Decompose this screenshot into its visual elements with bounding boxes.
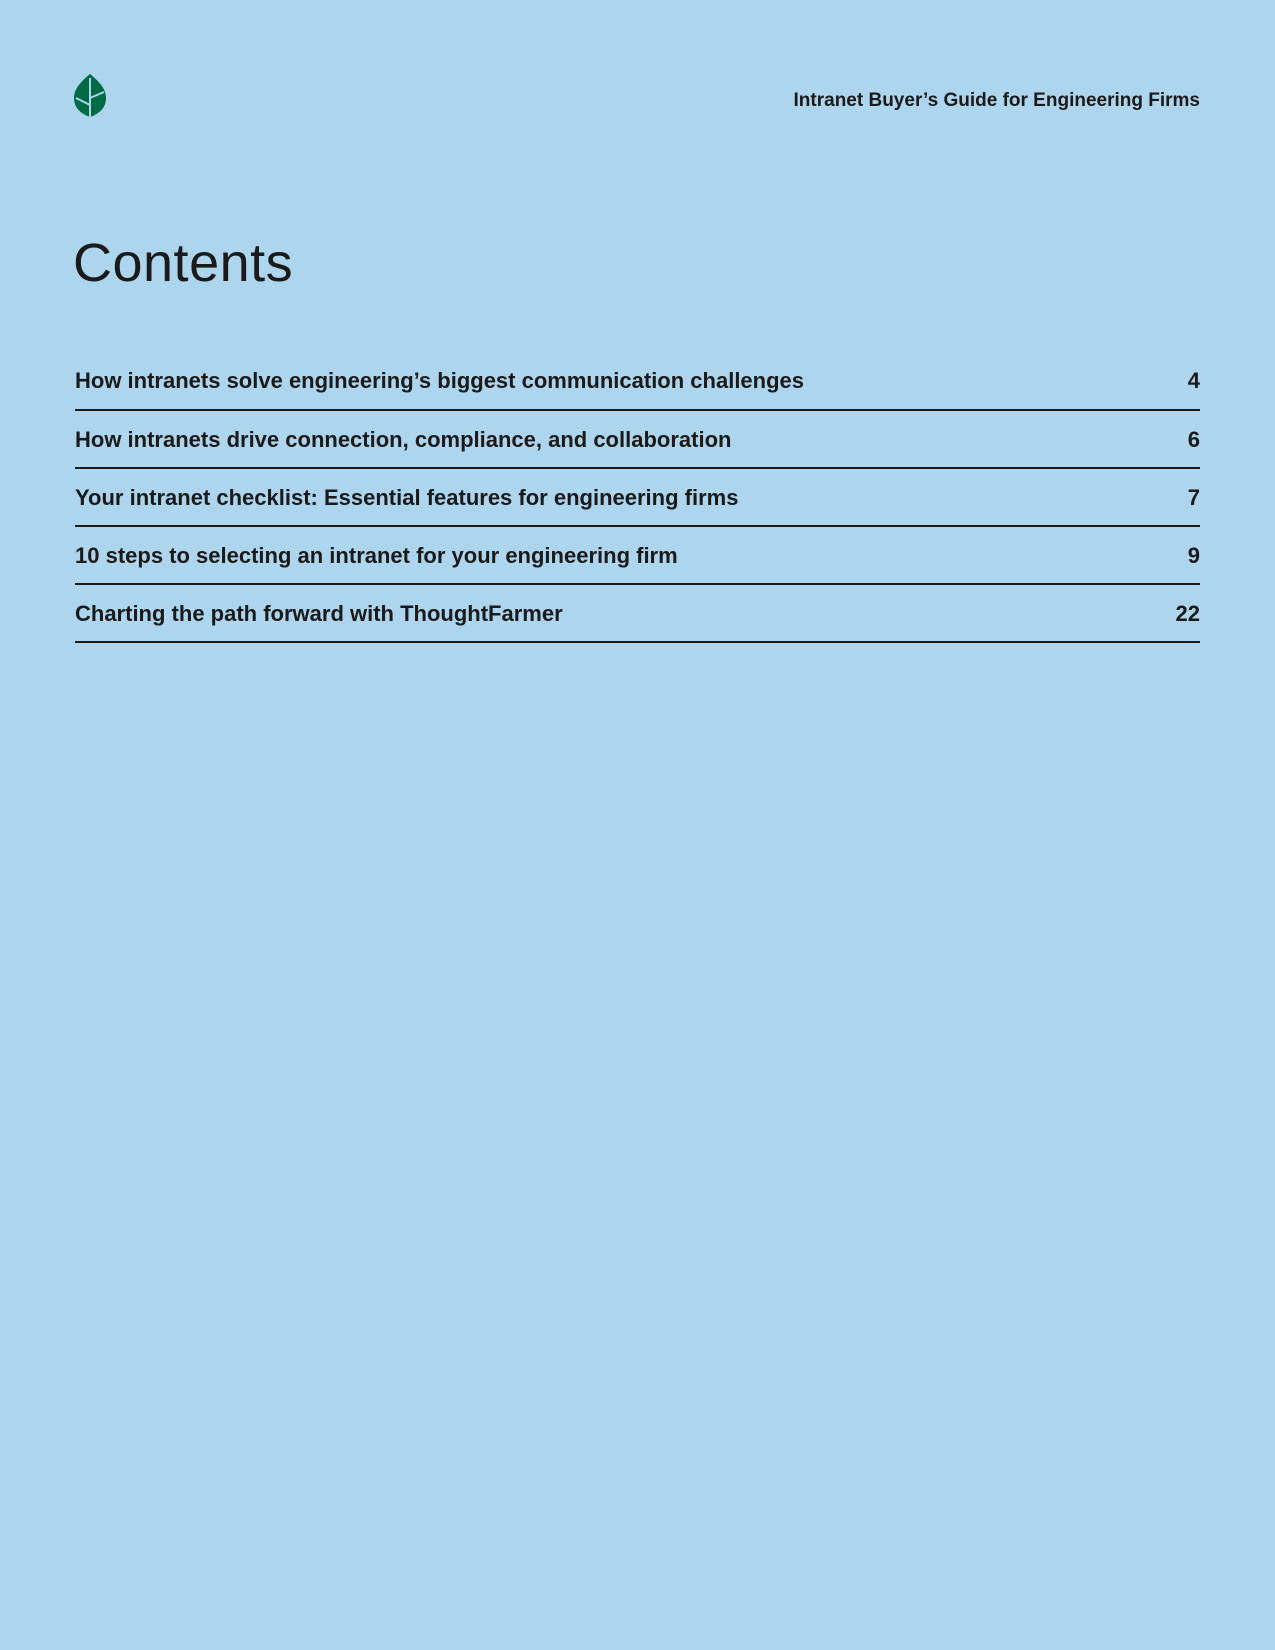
toc-entry-page: 6 (1187, 427, 1200, 452)
toc-entry-title: How intranets solve engineering’s biggest communication challenges (75, 368, 805, 393)
toc-entry-page: 22 (1175, 601, 1200, 626)
toc-entry-page: 4 (1187, 368, 1200, 393)
toc-entry[interactable] (75, 529, 1200, 585)
toc-entry-title: Charting the path forward with ThoughtFarmer (75, 601, 563, 626)
toc-entry-page: 7 (1187, 485, 1200, 510)
leaf-logo-icon (74, 74, 106, 117)
toc-entry[interactable] (75, 587, 1200, 643)
toc-entry-page: 9 (1187, 543, 1200, 568)
toc-entry-title: 10 steps to selecting an intranet for your engineering firm (75, 543, 678, 568)
toc-entry-title: How intranets drive connection, compliance, and collaboration (75, 427, 732, 452)
toc-entry[interactable] (75, 413, 1200, 469)
toc-entry-title: Your intranet checklist: Essential features for engineering firms (75, 485, 739, 510)
toc-entry[interactable] (75, 356, 1200, 411)
document-title: Intranet Buyer’s Guide for Engineering Firms (793, 90, 1200, 111)
table-of-contents (75, 356, 1200, 645)
contents-heading: Contents (73, 233, 294, 293)
toc-entry[interactable] (75, 471, 1200, 527)
